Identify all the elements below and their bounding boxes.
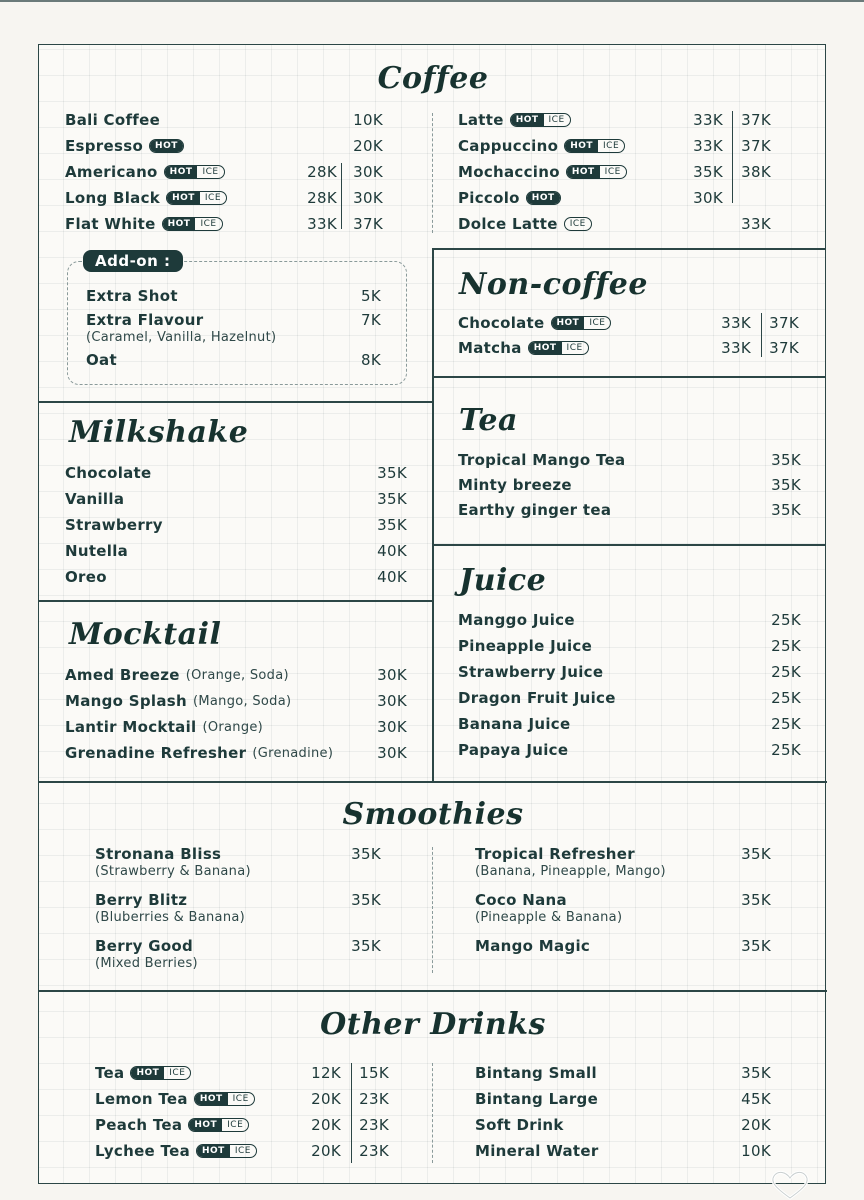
ice-tag <box>564 217 592 231</box>
menu-item <box>458 109 771 131</box>
menu-item <box>458 449 801 471</box>
item-name-wrap <box>65 540 128 562</box>
item-name-wrap <box>95 1088 255 1110</box>
item-name-wrap <box>65 716 263 738</box>
item-name: Earthy ginger tea <box>458 501 612 519</box>
menu-item <box>86 349 381 371</box>
item-price: 5K <box>361 287 381 305</box>
divider-tea-top <box>432 376 826 378</box>
menu-card <box>38 44 826 1184</box>
menu-item <box>458 739 801 761</box>
menu-item <box>458 499 801 521</box>
price-column-separator <box>341 163 342 229</box>
hot-ice-tag <box>188 1118 249 1132</box>
item-note: (Mixed Berries) <box>95 956 198 971</box>
item-name: Nutella <box>65 542 129 560</box>
item-name-wrap <box>65 135 184 157</box>
item-name-wrap <box>458 499 611 521</box>
menu-item <box>65 742 407 764</box>
price-ice: 23K <box>359 1142 389 1160</box>
price-column-separator <box>732 111 733 203</box>
item-price: 20K <box>741 1116 771 1134</box>
item-name: Vanilla <box>65 490 125 508</box>
other-column-divider <box>432 1063 433 1163</box>
menu-item <box>65 514 407 536</box>
menu-item <box>86 285 381 307</box>
item-name: Grenadine Refresher <box>65 744 247 762</box>
section-title-other-drinks: Other Drinks <box>320 1007 546 1042</box>
item-name: Tropical Refresher <box>475 845 635 863</box>
hot-label: HOT <box>511 114 544 126</box>
item-name-wrap <box>95 935 193 957</box>
item-name: Berry Good <box>95 937 194 955</box>
item-price: 35K <box>351 937 381 955</box>
item-name: Chocolate <box>458 314 545 332</box>
item-price: 25K <box>771 715 801 733</box>
item-name-wrap <box>65 187 227 209</box>
item-name-wrap <box>475 1140 599 1162</box>
item-name-wrap <box>458 713 570 735</box>
price-hot: 20K <box>311 1142 341 1160</box>
item-note: (Grenadine) <box>252 745 334 761</box>
section-title-coffee: Coffee <box>377 61 489 96</box>
price-column-separator <box>761 313 762 357</box>
item-price: 10K <box>741 1142 771 1160</box>
item-price: 35K <box>351 845 381 863</box>
item-name-wrap <box>65 742 333 764</box>
item-name: Extra Shot <box>86 287 178 305</box>
item-price: 35K <box>741 1064 771 1082</box>
item-price: 45K <box>741 1090 771 1108</box>
menu-item <box>458 161 771 183</box>
ice-label: ICE <box>169 1068 186 1078</box>
menu-item <box>65 109 383 131</box>
menu-item <box>458 713 801 735</box>
item-name: Dragon Fruit Juice <box>458 689 616 707</box>
hot-ice-tag <box>551 316 612 330</box>
menu-item <box>475 1140 771 1162</box>
item-name: Berry Blitz <box>95 891 188 909</box>
addon-note: (Caramel, Vanilla, Hazelnut) <box>86 330 277 345</box>
item-name-wrap <box>65 109 160 131</box>
item-name-wrap <box>86 285 178 307</box>
item-price: 25K <box>771 689 801 707</box>
price-hot: 28K <box>307 189 337 207</box>
item-name: Tea <box>95 1064 125 1082</box>
menu-item <box>95 889 381 911</box>
hot-label: HOT <box>527 192 560 204</box>
ice-label: ICE <box>200 219 217 229</box>
divider-other-top <box>39 990 827 992</box>
menu-item <box>65 488 407 510</box>
item-name-wrap <box>65 161 225 183</box>
item-name: Mango Magic <box>475 937 591 955</box>
price-ice: 33K <box>741 215 771 233</box>
price-hot: 20K <box>311 1090 341 1108</box>
menu-item <box>458 635 801 657</box>
item-note: (Orange, Soda) <box>185 667 289 683</box>
menu-item <box>95 1062 395 1084</box>
item-name: Bintang Large <box>475 1090 599 1108</box>
menu-item <box>65 690 407 712</box>
section-title-juice: Juice <box>459 563 547 598</box>
price-ice: 30K <box>353 189 383 207</box>
hot-ice-tag <box>510 113 571 127</box>
item-name-wrap <box>458 687 616 709</box>
item-name-wrap <box>475 935 590 957</box>
coffee-column-divider <box>432 113 433 233</box>
price-ice: 37K <box>741 137 771 155</box>
divider-smoothies-top <box>39 781 827 783</box>
menu-item <box>475 889 771 911</box>
ice-label: ICE <box>569 219 586 229</box>
ice-label: ICE <box>603 141 620 151</box>
item-name: Amed Breeze <box>65 666 180 684</box>
ice-label: ICE <box>604 167 621 177</box>
heart-icon[interactable] <box>768 1170 812 1200</box>
item-name: Soft Drink <box>475 1116 564 1134</box>
item-price: 35K <box>377 464 407 482</box>
divider-juice-top <box>432 544 826 546</box>
hot-label: HOT <box>565 140 598 152</box>
price-ice: 37K <box>353 215 383 233</box>
item-name-wrap <box>458 661 603 683</box>
item-note: (Orange) <box>202 719 264 735</box>
hot-label: HOT <box>165 166 198 178</box>
price-hot: 33K <box>721 314 751 332</box>
section-title-tea: Tea <box>459 403 518 438</box>
hot-ice-tag <box>528 341 589 355</box>
item-name: Long Black <box>65 189 161 207</box>
item-name-wrap <box>65 664 289 686</box>
item-name-wrap <box>65 213 223 235</box>
item-name: Matcha <box>458 339 522 357</box>
hot-ice-tag <box>164 165 225 179</box>
item-name-wrap <box>458 161 627 183</box>
item-name-wrap <box>475 843 635 865</box>
hot-tag <box>526 191 561 205</box>
ice-label: ICE <box>566 343 583 353</box>
item-name-wrap <box>95 843 221 865</box>
price-hot: 33K <box>693 137 723 155</box>
menu-item <box>95 843 381 865</box>
item-price: 35K <box>741 891 771 909</box>
item-price: 7K <box>361 311 381 329</box>
item-name: Manggo Juice <box>458 611 575 629</box>
item-price: 30K <box>377 666 407 684</box>
item-name-wrap <box>458 337 589 359</box>
hot-ice-tag <box>194 1092 255 1106</box>
item-price: 35K <box>771 451 801 469</box>
menu-item <box>65 462 407 484</box>
price-ice: 37K <box>769 314 799 332</box>
price-ice: 20K <box>353 137 383 155</box>
menu-item <box>65 716 407 738</box>
item-name-wrap <box>458 474 572 496</box>
item-price: 40K <box>377 542 407 560</box>
item-name: Coco Nana <box>475 891 567 909</box>
ice-label: ICE <box>548 115 565 125</box>
item-price: 25K <box>771 637 801 655</box>
price-ice: 37K <box>769 339 799 357</box>
item-note: (Strawberry & Banana) <box>95 864 251 879</box>
item-name-wrap <box>65 514 163 536</box>
item-price: 35K <box>377 516 407 534</box>
menu-item <box>65 664 407 686</box>
hot-tag <box>149 139 184 153</box>
menu-item <box>65 566 407 588</box>
ice-label: ICE <box>227 1120 244 1130</box>
item-name: Espresso <box>65 137 144 155</box>
item-name-wrap <box>65 690 291 712</box>
price-hot: 30K <box>693 189 723 207</box>
item-name-wrap <box>458 449 625 471</box>
hot-label: HOT <box>552 317 585 329</box>
price-ice: 38K <box>741 163 771 181</box>
item-name-wrap <box>458 135 625 157</box>
hot-ice-tag <box>166 191 227 205</box>
item-note: (Mango, Soda) <box>193 693 292 709</box>
item-name: Mochaccino <box>458 163 560 181</box>
item-name-wrap <box>95 1140 257 1162</box>
item-name-wrap <box>95 1114 249 1136</box>
ice-label: ICE <box>204 193 222 203</box>
item-name: Strawberry Juice <box>458 663 604 681</box>
item-name: Extra Flavour <box>86 311 204 329</box>
menu-item <box>95 1088 395 1110</box>
item-price: 8K <box>361 351 381 369</box>
item-name: Mineral Water <box>475 1142 599 1160</box>
item-name: Oreo <box>65 568 107 586</box>
menu-item <box>475 1114 771 1136</box>
item-price: 35K <box>351 891 381 909</box>
price-column-separator <box>351 1063 352 1163</box>
hot-label: HOT <box>163 218 196 230</box>
item-name-wrap <box>458 635 592 657</box>
menu-item <box>458 337 818 359</box>
item-name: Mango Splash <box>65 692 188 710</box>
item-price: 35K <box>377 490 407 508</box>
section-title-noncoffee: Non-coffee <box>459 267 648 302</box>
price-hot: 28K <box>307 163 337 181</box>
item-name: Americano <box>65 163 158 181</box>
price-ice: 15K <box>359 1064 389 1082</box>
item-name: Chocolate <box>65 464 152 482</box>
hot-ice-tag <box>564 139 625 153</box>
item-name-wrap <box>458 312 611 334</box>
menu-item <box>458 213 771 235</box>
menu-item <box>65 135 383 157</box>
hot-ice-tag <box>130 1066 191 1080</box>
price-ice: 30K <box>353 163 383 181</box>
item-price: 35K <box>771 476 801 494</box>
item-price: 30K <box>377 692 407 710</box>
item-name-wrap <box>475 889 567 911</box>
ice-label: ICE <box>232 1094 249 1104</box>
item-price: 25K <box>771 741 801 759</box>
menu-item <box>458 687 801 709</box>
item-name: Tropical Mango Tea <box>458 451 626 469</box>
menu-item <box>475 1088 771 1110</box>
item-name: Minty breeze <box>458 476 572 494</box>
section-title-mocktail: Mocktail <box>69 617 222 652</box>
menu-item <box>475 935 771 957</box>
hot-label: HOT <box>131 1067 164 1079</box>
ice-label: ICE <box>202 167 219 177</box>
menu-item <box>458 312 818 334</box>
item-name: Latte <box>458 111 504 129</box>
price-hot: 33K <box>721 339 751 357</box>
item-price: 35K <box>771 501 801 519</box>
menu-item <box>475 1062 771 1084</box>
price-hot: 12K <box>311 1064 341 1082</box>
price-hot: 33K <box>307 215 337 233</box>
hot-label: HOT <box>195 1093 228 1105</box>
menu-item <box>475 843 771 865</box>
item-name-wrap <box>65 566 107 588</box>
item-name: Lemon Tea <box>95 1090 188 1108</box>
hot-label: HOT <box>150 140 183 152</box>
addon-label: Add-on : <box>83 250 183 272</box>
section-title-smoothies: Smoothies <box>342 797 524 832</box>
menu-item <box>458 187 771 209</box>
menu-item <box>65 213 383 235</box>
price-hot: 20K <box>311 1116 341 1134</box>
item-price: 35K <box>741 937 771 955</box>
item-name: Strawberry <box>65 516 163 534</box>
item-name: Oat <box>86 351 117 369</box>
menu-item <box>65 187 383 209</box>
item-name-wrap <box>95 1062 191 1084</box>
hot-label: HOT <box>167 192 200 204</box>
menu-item <box>458 661 801 683</box>
menu-item <box>458 474 801 496</box>
menu-item <box>95 1114 395 1136</box>
item-name: Flat White <box>65 215 156 233</box>
item-name-wrap <box>86 349 117 371</box>
menu-item <box>86 309 381 331</box>
menu-item <box>65 540 407 562</box>
item-price: 40K <box>377 568 407 586</box>
hot-label: HOT <box>529 342 562 354</box>
price-ice: 23K <box>359 1116 389 1134</box>
hot-label: HOT <box>189 1119 222 1131</box>
item-name: Lychee Tea <box>95 1142 190 1160</box>
item-name: Banana Juice <box>458 715 571 733</box>
item-name-wrap <box>458 213 592 235</box>
smoothies-column-divider <box>432 847 433 973</box>
divider-noncoffee-top <box>432 248 826 250</box>
section-title-milkshake: Milkshake <box>69 415 249 450</box>
price-ice: 10K <box>353 111 383 129</box>
menu-item <box>95 935 381 957</box>
item-name: Stronana Bliss <box>95 845 222 863</box>
item-name-wrap <box>65 462 152 484</box>
hot-label: HOT <box>567 166 600 178</box>
item-name-wrap <box>458 609 575 631</box>
item-name-wrap <box>86 309 203 331</box>
item-name-wrap <box>458 109 571 131</box>
menu-item <box>458 135 771 157</box>
item-name: Cappuccino <box>458 137 559 155</box>
item-note: (Banana, Pineapple, Mango) <box>475 864 666 879</box>
item-name: Bintang Small <box>475 1064 597 1082</box>
price-hot: 33K <box>693 111 723 129</box>
hot-ice-tag <box>566 165 627 179</box>
center-divider <box>432 248 434 782</box>
item-price: 30K <box>377 718 407 736</box>
item-name-wrap <box>475 1088 598 1110</box>
item-name: Lantir Mocktail <box>65 718 197 736</box>
item-name-wrap <box>458 187 561 209</box>
menu-item <box>458 609 801 631</box>
item-name-wrap <box>475 1062 597 1084</box>
item-note: (Bluberries & Banana) <box>95 910 246 925</box>
hot-ice-tag <box>162 217 223 231</box>
hot-label: HOT <box>197 1145 230 1157</box>
item-name-wrap <box>458 739 568 761</box>
top-border <box>0 0 864 2</box>
ice-label: ICE <box>234 1146 251 1156</box>
item-name-wrap <box>475 1114 564 1136</box>
item-name-wrap <box>95 889 187 911</box>
item-price: 35K <box>741 845 771 863</box>
price-ice: 23K <box>359 1090 389 1108</box>
ice-label: ICE <box>589 318 606 328</box>
menu-item <box>65 161 383 183</box>
price-hot: 35K <box>693 163 723 181</box>
menu-item <box>95 1140 395 1162</box>
item-name: Piccolo <box>458 189 520 207</box>
item-price: 30K <box>377 744 407 762</box>
item-note: (Pineapple & Banana) <box>475 910 623 925</box>
item-price: 25K <box>771 663 801 681</box>
price-ice: 37K <box>741 111 771 129</box>
item-name: Bali Coffee <box>65 111 161 129</box>
divider-milkshake-top <box>39 401 433 403</box>
hot-ice-tag <box>196 1144 257 1158</box>
item-name: Peach Tea <box>95 1116 183 1134</box>
item-name: Papaya Juice <box>458 741 569 759</box>
item-name: Dolce Latte <box>458 215 558 233</box>
item-price: 25K <box>771 611 801 629</box>
item-name: Pineapple Juice <box>458 637 593 655</box>
divider-mocktail-top <box>39 600 433 602</box>
item-name-wrap <box>65 488 124 510</box>
